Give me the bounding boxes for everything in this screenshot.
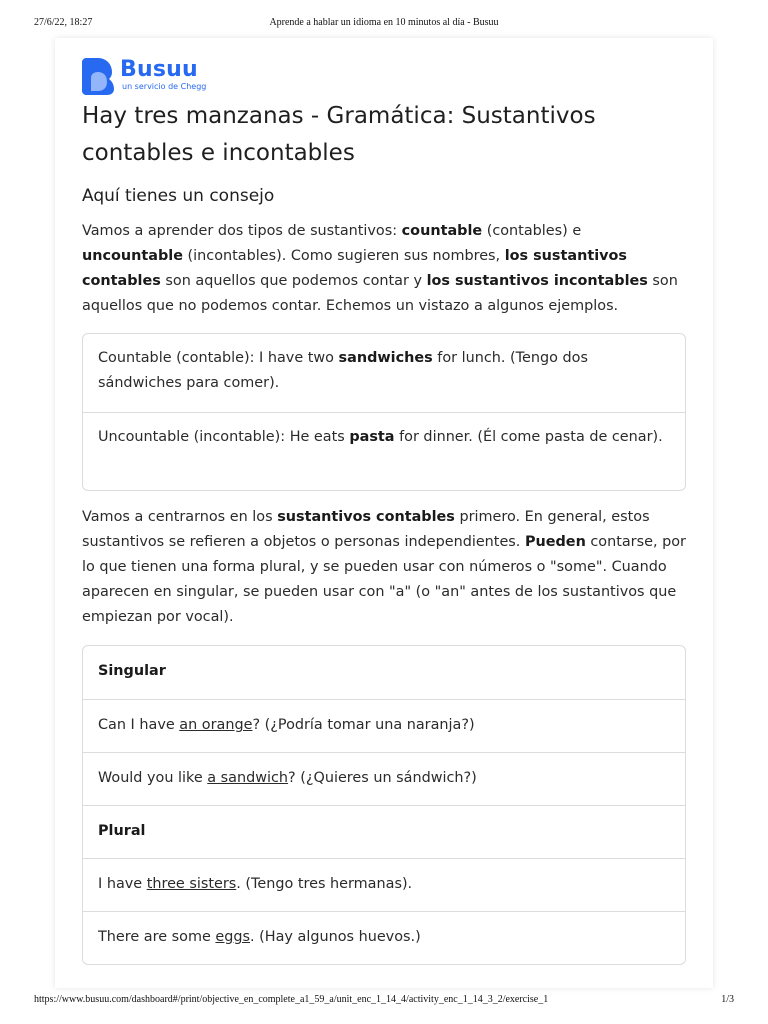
table-row: Can I have an orange? (¿Podría tomar una naranja?) (83, 699, 685, 752)
print-page-title: Aprende a hablar un idioma en 10 minutos al día - Busuu (269, 17, 499, 28)
table-row: There are some eggs. (Hay algunos huevos.) (83, 911, 685, 964)
examples-table (82, 645, 686, 965)
countable-paragraph: Vamos a centrarnos en los sustantivos contables primero. En general, estos sustantivos se refieren a objetos o personas independientes. Pueden contarse, por lo que tienen una forma plural, y se pueden usar con números o "some". Cuando aparecen en singular, se pueden usar con "a" (o "an" antes de los sustantivos que empiezan por vocal). (82, 509, 686, 625)
print-url: https://www.busuu.com/dashboard#/print/objective_en_complete_a1_59_a/unit_enc_1_14_4/activity_enc_1_14_3_2/exercise_1 (34, 994, 549, 1005)
example-uncountable: Uncountable (incontable): He eats pasta for dinner. (Él come pasta de cenar). (83, 412, 685, 490)
logo-tagline: un servicio de Chegg (122, 82, 207, 91)
examples-box (82, 333, 686, 491)
page-title: Hay tres manzanas - Gramática: Sustantivos contables e incontables (82, 103, 596, 166)
document-content (82, 58, 686, 965)
page-number: 1/3 (721, 994, 734, 1005)
busuu-logo-icon (82, 58, 114, 95)
section-subtitle: Aquí tienes un consejo (82, 186, 275, 206)
example-countable: Countable (contable): I have two sandwiches for lunch. (Tengo dos sándwiches para comer). (98, 350, 588, 391)
intro-paragraph: Vamos a aprender dos tipos de sustantivos: countable (contables) e uncountable (incontables). Como sugieren sus nombres, los sustantivos contables son aquellos que podemos contar y los sustantivos incontables son aquellos que no podemos contar. Echemos un vistazo a algunos ejemplos. (82, 223, 678, 314)
document-card (55, 38, 713, 988)
table-header-singular: Singular (98, 663, 166, 679)
print-date: 27/6/22, 18:27 (34, 17, 93, 28)
table-row: I have three sisters. (Tengo tres hermanas). (83, 858, 685, 911)
busuu-logo[interactable] (82, 58, 686, 98)
logo-name: Busuu (120, 57, 198, 82)
table-header-plural: Plural (83, 805, 685, 858)
table-row: Would you like a sandwich? (¿Quieres un sándwich?) (83, 752, 685, 805)
